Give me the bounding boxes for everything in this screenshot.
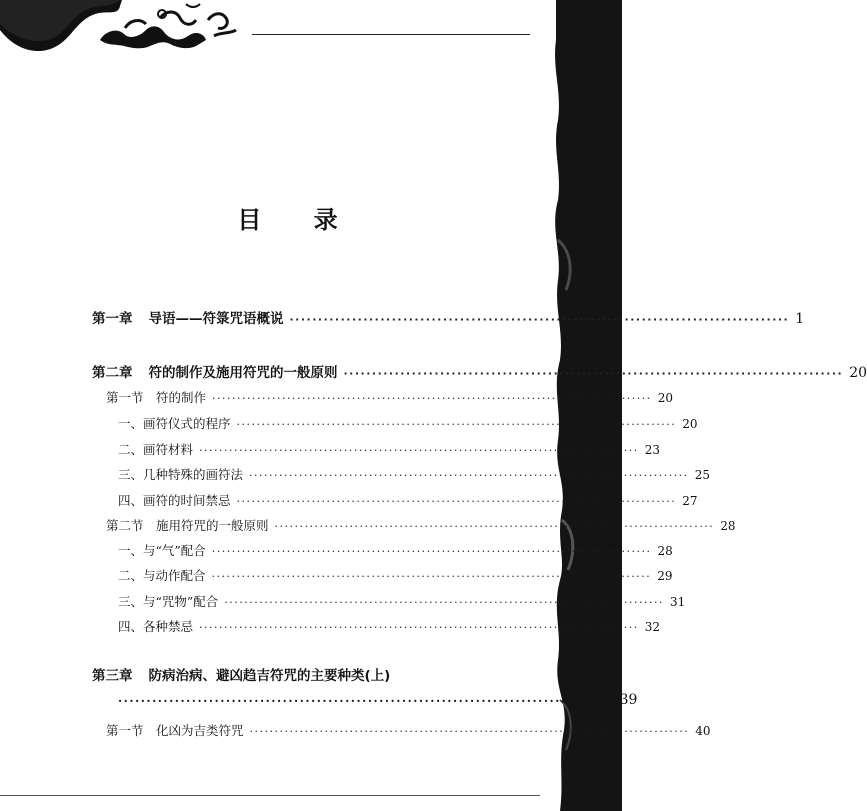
leader-dots: ························································································ (249, 469, 689, 482)
leader-dots: ························································································ (212, 392, 652, 405)
page-title: 目 录 (237, 206, 360, 234)
leader-dots: ························································································ (211, 570, 652, 583)
item-title: 三、几种特殊的画符法 (118, 467, 244, 482)
item-title: 二、与动作配合 (118, 568, 206, 583)
toc-entry-item-2-1-4[interactable] (118, 493, 698, 509)
item-title: 四、各种禁忌 (118, 619, 194, 634)
page-number: 32 (644, 620, 660, 634)
leader-dots: ························································································ (224, 596, 664, 609)
toc-entry-item-2-2-1[interactable] (118, 543, 673, 559)
page-number: 23 (644, 443, 660, 457)
item-title: 一、与“气”配合 (118, 543, 206, 558)
chapter-title: 符的制作及施用符咒的一般原则 (148, 365, 338, 381)
leader-dots: ························································································ (199, 621, 639, 634)
toc-entry-section-2-1[interactable] (106, 390, 673, 406)
section-title: 第一节 化凶为吉类符咒 (106, 723, 244, 738)
toc-entry-item-2-2-4[interactable] (118, 619, 660, 635)
page-number: 40 (695, 724, 711, 738)
toc-entry-item-2-1-3[interactable] (118, 467, 710, 483)
page-number: 20 (682, 417, 698, 431)
toc-entry-chapter-3[interactable] (92, 668, 515, 684)
page-number: 20 (657, 391, 673, 405)
toc-entry-section-3-1[interactable] (106, 723, 711, 739)
page-number: 28 (720, 519, 736, 533)
chapter-number: 第二章 (92, 365, 133, 381)
item-title: 三、与“咒物”配合 (118, 594, 219, 609)
chapter-title: 防病治病、避凶趋吉符咒的主要种类(上) (148, 668, 391, 684)
leader-dots: ························································································ (343, 367, 844, 380)
leader-dots: ························································································ (118, 694, 618, 708)
item-title: 二、画符材料 (118, 442, 194, 457)
toc-entry-section-2-2[interactable] (106, 518, 736, 534)
leader-dots: ························································································ (236, 495, 677, 508)
leader-dots: ························································································ (249, 725, 690, 738)
page-number: 39 (619, 692, 638, 708)
leader-dots: ························································································ (289, 313, 790, 326)
toc-entry-item-2-2-2[interactable] (118, 568, 673, 584)
item-title: 一、画符仪式的程序 (118, 416, 231, 431)
page-number: 25 (694, 468, 710, 482)
page-number: 1 (795, 311, 805, 327)
page-number: 28 (657, 544, 673, 558)
bottom-rule (0, 795, 540, 796)
leader-dots: ························································································ (274, 520, 715, 533)
leader-dots: ························································································ (199, 444, 639, 457)
section-title: 第一节 符的制作 (106, 390, 207, 405)
chapter-title: 导语——符箓咒语概说 (148, 311, 284, 327)
dragon-ornament-icon (0, 0, 250, 62)
leader-dots: ························································································ (211, 545, 652, 558)
toc-entry-chapter-1[interactable] (92, 311, 805, 327)
leader-dots: ························································································ (236, 418, 677, 431)
toc-entry-item-2-2-3[interactable] (118, 594, 686, 610)
header-rule (252, 34, 530, 35)
page-number: 29 (657, 569, 673, 583)
section-title: 第二节 施用符咒的一般原则 (106, 518, 269, 533)
toc-entry-item-2-1-1[interactable] (118, 416, 698, 432)
page-number: 31 (669, 595, 686, 609)
chapter-number: 第三章 (92, 668, 133, 684)
toc-entry-item-2-1-2[interactable] (118, 442, 660, 458)
page-number: 27 (682, 494, 698, 508)
toc-entry-chapter-3-leader (118, 692, 638, 708)
item-title: 四、画符的时间禁忌 (118, 493, 231, 508)
toc-entry-chapter-2[interactable] (92, 365, 867, 381)
chapter-number: 第一章 (92, 311, 133, 327)
page-number: 20 (849, 365, 867, 381)
